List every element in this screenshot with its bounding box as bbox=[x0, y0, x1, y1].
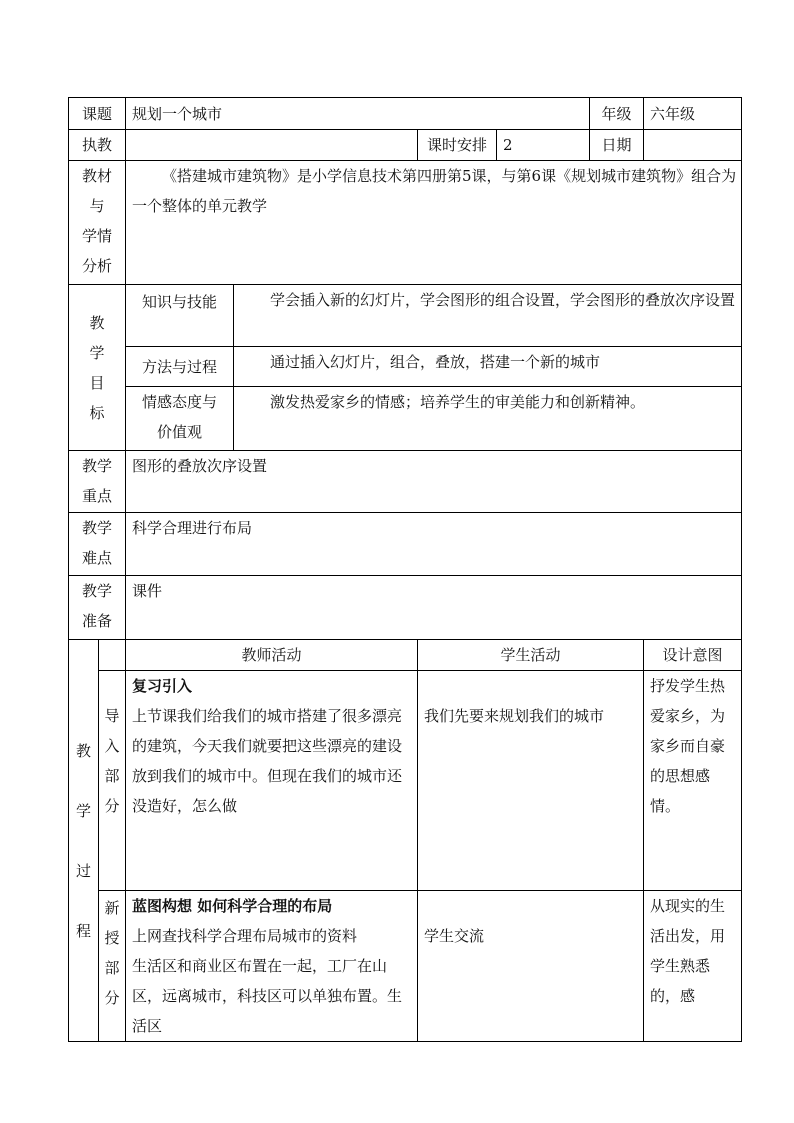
topic-label: 课题 bbox=[69, 98, 126, 130]
intro-label bbox=[99, 671, 126, 891]
objectives-label bbox=[69, 285, 126, 451]
new-lesson-label-line: 授 bbox=[104, 929, 120, 947]
preparation-text: 课件 bbox=[126, 576, 742, 640]
process-label-line: 教 bbox=[75, 741, 91, 760]
difficulty-label bbox=[69, 513, 126, 576]
objectives-label-line: 标 bbox=[89, 403, 105, 422]
analysis-label-line: 学情 bbox=[82, 227, 113, 245]
row-teacher bbox=[69, 130, 742, 161]
row-analysis bbox=[69, 161, 742, 285]
intro-student-text: 我们先要来规划我们的城市 bbox=[418, 671, 644, 891]
intro-label-line: 部 bbox=[104, 767, 120, 785]
new-lesson-title: 蓝图构想 如何科学合理的布局 bbox=[132, 897, 333, 915]
intro-label-line: 入 bbox=[104, 737, 120, 755]
intro-teacher-text: 上节课我们给我们的城市搭建了很多漂亮的建筑，今天我们就要把这些漂亮的建设放到我们的城市中。但现在我们的城市还没造好，怎么做 bbox=[132, 707, 403, 815]
grade-value: 六年级 bbox=[644, 98, 742, 130]
objective-text: 学会插入新的幻灯片，学会图形的组合设置，学会图形的叠放次序设置 bbox=[234, 285, 742, 347]
objectives-label-line: 教 bbox=[89, 313, 105, 332]
process-label-line: 程 bbox=[75, 921, 91, 940]
intro-intent-text: 抒发学生热爱家乡，为家乡而自豪的思想感情。 bbox=[644, 671, 742, 891]
objective-label-line: 情感态度与 bbox=[142, 393, 218, 411]
analysis-text: 《搭建城市建筑物》是小学信息技术第四册第5课，与第6课《规划城市建筑物》组合为一个整体的单元教学 bbox=[126, 161, 742, 285]
new-lesson-label-line: 部 bbox=[104, 959, 120, 977]
analysis-label-line: 教材 bbox=[82, 167, 113, 185]
objective-label-line: 价值观 bbox=[157, 423, 203, 441]
analysis-label-line: 与 bbox=[89, 197, 105, 215]
new-lesson-label bbox=[99, 891, 126, 1042]
topic-value: 规划一个城市 bbox=[126, 98, 590, 130]
analysis-label-line: 分析 bbox=[82, 257, 113, 275]
process-label-line: 过 bbox=[75, 861, 91, 880]
row-process-header bbox=[69, 640, 742, 671]
new-lesson-student-text: 学生交流 bbox=[418, 891, 644, 1042]
objective-text: 激发热爱家乡的情感；培养学生的审美能力和创新精神。 bbox=[234, 387, 742, 451]
objective-label bbox=[126, 387, 234, 451]
process-label bbox=[69, 640, 99, 1042]
row-intro bbox=[69, 671, 742, 891]
preparation-label bbox=[69, 576, 126, 640]
new-lesson-teacher-line: 生活区和商业区布置在一起，工厂在山区，远离城市，科技区可以单独布置。生活区 bbox=[132, 957, 403, 1035]
objectives-label-line: 学 bbox=[89, 343, 105, 362]
objectives-label-line: 目 bbox=[89, 373, 105, 392]
process-label-line: 学 bbox=[75, 801, 91, 820]
difficulty-label-line: 教学 bbox=[82, 519, 113, 537]
new-lesson-teacher-line: 上网查找科学合理布局城市的资料 bbox=[132, 927, 358, 945]
new-lesson-teacher-cell bbox=[126, 891, 418, 1042]
teacher-label: 执教 bbox=[69, 130, 126, 161]
row-topic bbox=[69, 98, 742, 130]
objective-text: 通过插入幻灯片，组合，叠放，搭建一个新的城市 bbox=[234, 347, 742, 387]
row-objective-method bbox=[69, 347, 742, 387]
objective-label: 知识与技能 bbox=[126, 285, 234, 347]
date-label: 日期 bbox=[590, 130, 644, 161]
difficulty-text: 科学合理进行布局 bbox=[126, 513, 742, 576]
preparation-label-line: 准备 bbox=[82, 612, 113, 630]
col-teacher-activity: 教师活动 bbox=[126, 640, 418, 671]
preparation-label-line: 教学 bbox=[82, 582, 113, 600]
row-key-point bbox=[69, 451, 742, 513]
intro-label-line: 分 bbox=[104, 797, 120, 815]
lesson-plan-table bbox=[68, 97, 742, 1042]
teacher-value bbox=[126, 130, 418, 161]
grade-label: 年级 bbox=[590, 98, 644, 130]
date-value bbox=[644, 130, 742, 161]
schedule-label: 课时安排 bbox=[418, 130, 497, 161]
row-preparation bbox=[69, 576, 742, 640]
key-point-label bbox=[69, 451, 126, 513]
difficulty-label-line: 难点 bbox=[82, 549, 113, 567]
row-objective-attitude bbox=[69, 387, 742, 451]
new-lesson-label-line: 分 bbox=[104, 989, 120, 1007]
key-point-label-line: 教学 bbox=[82, 457, 113, 475]
new-lesson-intent-text: 从现实的生活出发，用学生熟悉的，感 bbox=[644, 891, 742, 1042]
col-student-activity: 学生活动 bbox=[418, 640, 644, 671]
intro-title: 复习引入 bbox=[132, 677, 193, 695]
schedule-value: 2 bbox=[497, 130, 590, 161]
intro-label-line: 导 bbox=[104, 707, 120, 725]
intro-teacher-cell bbox=[126, 671, 418, 891]
row-new-lesson bbox=[69, 891, 742, 1042]
row-difficulty bbox=[69, 513, 742, 576]
process-header-spacer bbox=[99, 640, 126, 671]
new-lesson-label-line: 新 bbox=[104, 899, 120, 917]
key-point-text: 图形的叠放次序设置 bbox=[126, 451, 742, 513]
col-design-intent: 设计意图 bbox=[644, 640, 742, 671]
key-point-label-line: 重点 bbox=[82, 487, 113, 505]
row-objective-knowledge bbox=[69, 285, 742, 347]
analysis-label bbox=[69, 161, 126, 285]
objective-label: 方法与过程 bbox=[126, 347, 234, 387]
